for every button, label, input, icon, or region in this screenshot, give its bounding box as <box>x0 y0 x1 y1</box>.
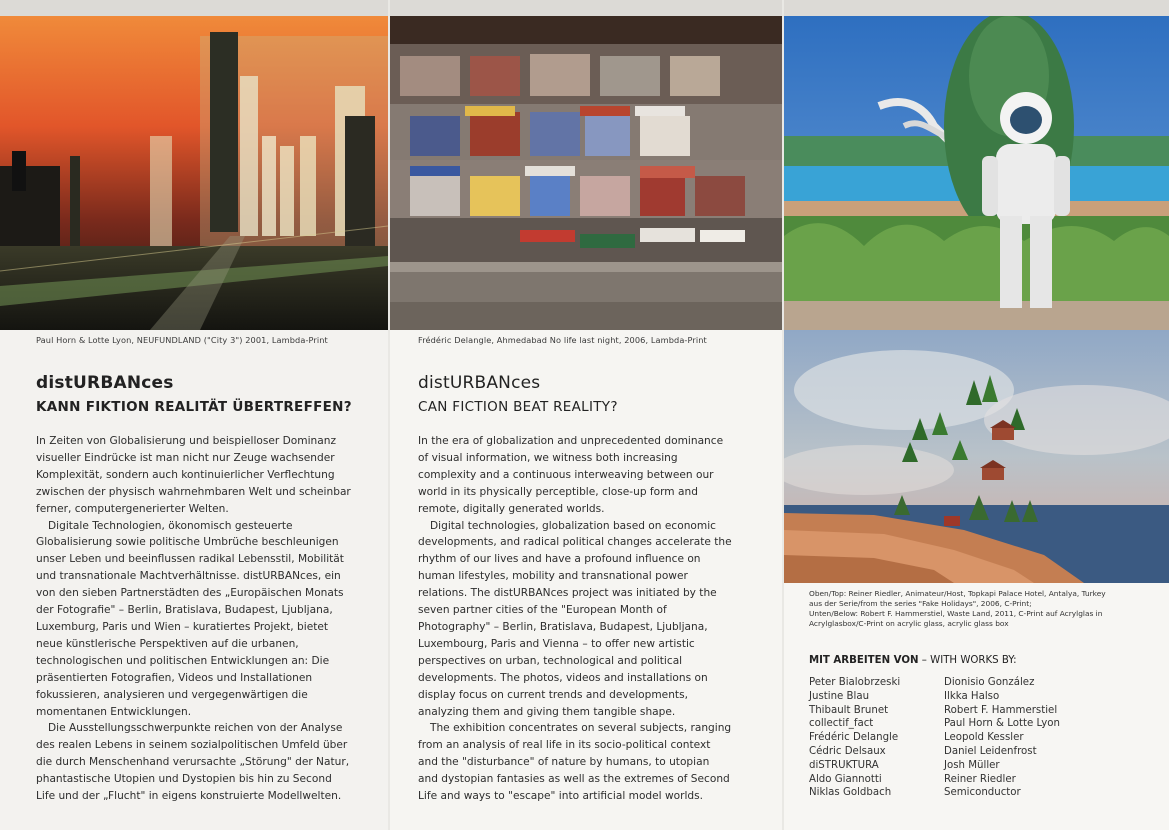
works-heading-bold: MIT ARBEITEN VON <box>809 655 919 666</box>
caption-line: aus der Serie/from the series "Fake Holidays", 2006, C-Print; <box>809 599 1032 608</box>
paragraph: Digitale Technologien, ökonomisch gesteuerte Globalisierung sowie politische Umbrüche beschleunigen unser Leben und beeinflussen radikal Lebensstil, Mobilität und transnationale Machtverhältnisse. distURBANces, ein von den sieben Partnerstädten des „Europäischen Monats der Fotografie" – Berlin, Bratislava, Budapest, Ljubljana, Luxemburg, Paris und Wien – kuratiertes Projekt, bietet neue künstlerische Perspektiven auf die urbanen, technologischen und politischen Entwicklungen an: Die präsentierten Fotografien, Videos und Installationen fokussieren, analysieren und vergegenwärtigen die momentanen Entwicklungen. <box>36 519 344 718</box>
top-strip <box>390 0 782 16</box>
works-heading-rest: – WITH WORKS BY: <box>918 655 1017 666</box>
photo-waste-land <box>784 330 1169 583</box>
artist-name: Josh Müller <box>944 759 1000 771</box>
panel-english <box>390 0 782 830</box>
artist-name: Cédric Delsaux <box>809 745 886 757</box>
artists-column-1 <box>809 676 900 800</box>
artist-name: Frédéric Delangle <box>809 732 899 744</box>
photo-ahmedabad <box>390 16 782 330</box>
subtitle: CAN FICTION BEAT REALITY? <box>418 399 618 415</box>
photo-caption: Paul Horn & Lotte Lyon, NEUFUNDLAND ("City 3") 2001, Lambda-Print <box>36 335 328 345</box>
body-text <box>418 433 732 805</box>
photo-neufundland <box>0 16 388 330</box>
artist-name: Paul Horn & Lotte Lyon <box>944 718 1060 730</box>
paragraph: In the era of globalization and unprecedented dominance of visual information, we witness both increasing complexity and a continuous interweaving between our world in its physically perceptible, close-up form and remote, digitally generated worlds. <box>418 435 724 515</box>
top-strip <box>0 0 388 16</box>
artist-name: Peter Bialobrzeski <box>809 677 901 688</box>
artist-name: collectif_fact <box>809 718 874 730</box>
photo-captions <box>809 589 1159 629</box>
artist-name: Justine Blau <box>809 690 870 702</box>
artist-name: Aldo Giannotti <box>809 773 882 785</box>
paragraph: The exhibition concentrates on several subjects, ranging from an analysis of real life in its socio-political context and the "disturbance" of nature by humans, to utopian and dystopian fantasies as well as the extremes of Second Life and ways to "escape" into artificial model worlds. <box>418 722 732 803</box>
artist-name: Leopold Kessler <box>944 732 1024 744</box>
top-strip <box>784 0 1169 16</box>
body-text <box>36 433 352 805</box>
artist-name: Ilkka Halso <box>944 690 1000 702</box>
caption-line: Oben/Top: Reiner Riedler, Animateur/Host, Topkapi Palace Hotel, Antalya, Turkey <box>809 589 1106 598</box>
photo-fake-holidays <box>784 16 1169 330</box>
panel-german <box>0 0 388 830</box>
subtitle: KANN FIKTION REALITÄT ÜBERTREFFEN? <box>36 399 352 415</box>
artist-name: Robert F. Hammerstiel <box>944 704 1058 716</box>
artist-name: Niklas Goldbach <box>809 787 892 799</box>
photo-caption: Frédéric Delangle, Ahmedabad No life last night, 2006, Lambda-Print <box>418 335 707 345</box>
panel-credits <box>784 0 1169 830</box>
paragraph: Digital technologies, globalization based on economic developments, and radical political changes accelerate the rhythm of our lives and have a profound influence on human lifestyles, mobility and transnational power relations. The distURBANces project was initiated by the seven partner cities of the "European Month of Photography" – Berlin, Bratislava, Budapest, Ljubljana, Luxembourg, Paris and Vienna – to offer new artistic perspectives on urban, technological and political developments. The photos, videos and installations on display focus on current trends and developments, analyzing them and giving them tangible shape. <box>418 519 732 718</box>
title: distURBANces <box>36 373 174 393</box>
paragraph: Die Ausstellungsschwerpunkte reichen von der Analyse des realen Lebens in seinem sozialpolitischen Umfeld über die durch Menschenhand verursachte „Störung" der Natur, phantastische Utopien und Dystopien bis hin zu Second Life und der „Flucht" in eigens konstruierte Modellwelten. <box>36 722 350 803</box>
artist-name: Daniel Leidenfrost <box>944 745 1037 757</box>
title: distURBANces <box>418 373 541 393</box>
artist-name: diSTRUKTURA <box>809 759 879 771</box>
artist-name: Dionisio González <box>944 677 1035 688</box>
works-heading <box>809 655 1017 666</box>
caption-line: Acrylglasbox/C-Print on acrylic glass, acrylic glass box <box>809 619 1009 628</box>
artist-name: Thibault Brunet <box>809 704 889 716</box>
paragraph: In Zeiten von Globalisierung und beispielloser Dominanz visueller Eindrücke ist man nicht nur Zeuge wachsender Komplexität, sondern auch kontinuierlicher Verflechtung zwischen der physisch wahrnehmbaren Welt und scheinbar ferner, computergenerierter Welten. <box>36 435 351 515</box>
caption-line: Unten/Below: Robert F. Hammerstiel, Waste Land, 2011, C-Print auf Acrylglas in <box>809 609 1103 618</box>
artist-name: Semiconductor <box>944 787 1021 799</box>
artists-column-2 <box>944 676 1060 800</box>
artist-name: Reiner Riedler <box>944 773 1016 785</box>
